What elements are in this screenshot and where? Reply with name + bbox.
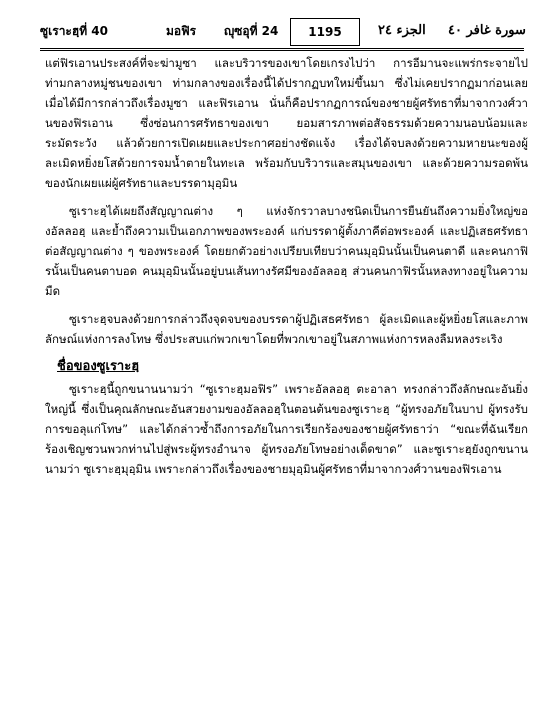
arabic-surah-label: سورة غافر ٤٠ (448, 23, 526, 38)
paragraph: แต่ฟิรเอานประสงค์ที่จะฆ่ามูซา และบริวารของเขาโดยเกรงไปว่า การอีมานจะแพร่กระจายไปท่ามกลางหมู่ชนของเขา ท่ามกลางของเรื่องนี้ได้ปรากฏบทใหม่ขึ้นมา ซึ่งไม่เคยปรากฏมาก่อนเลยเมื่อได้มีการกล่าวถึงเรื่องมูซา และฟิรเอาน นั่นก็คือปรากฏการณ์ของชายผู้ศรัทธาที่มาจากวงศ์วานของฟิรเอาน ซึ่งซ่อนการศรัทธาของเขา ยอมสารภาพต่อสัจธรรมด้วยความนอบน้อมและระมัดระวัง แล้วด้วยการเปิดเผยและประกาศอย่างชัดแจ้ง เรื่องได้จบลงด้วยความหายนะของผู้ละเมิดหยิ่งยโสด้วยการจมน้ำตายในทะเล พร้อมกับบริวารและสมุนของเขา และด้วยความรอดพ้นของนักเผยแผ่ผู้ศรัทธาและบรรดามุอฺมิน (45, 56, 528, 190)
paragraph: ซูเราะฮฺจบลงด้วยการกล่าวถึงจุดจบของบรรดาผู้ปฏิเสธศรัทธา ผู้ละเมิดและผู้หยิ่งยโสและภาพลักษณ์แห่งการลงโทษ ซึ่งประสบแก่พวกเขาโดยที่พวกเขาอยู่ในสภาพแห่งการหลงลืมหลงระเริง (45, 312, 528, 346)
page-number: 1195 (290, 18, 360, 46)
surah-number-label: ซูเราะฮฺที่ 40 (40, 24, 108, 38)
page-body (45, 53, 528, 487)
arabic-juz-label: الجزء ٢٤ (378, 23, 426, 38)
page-header (40, 14, 524, 51)
section-heading: ชื่อของซูเราะฮฺ (57, 359, 140, 374)
paragraph: ซูเราะฮฺนี้ถูกขนานนามว่า “ซูเราะฮฺมอฟิร” เพราะอัลลอฮฺ ตะอาลา ทรงกล่าวถึงลักษณะอันยิ่งใหญ่นี้ ซึ่งเป็นคุณลักษณะอันสวยงามของอัลลอฮฺในตอนต้นของซูเราะฮฺ “ผู้ทรงอภัยในบาป ผู้ทรงรับการขอลุแก่โทษ” และได้กล่าวซ้ำถึงการอภัยในการเรียกร้องของชายผู้ศรัทธาว่า “ขณะที่ฉันเรียกร้องเชิญชวนพวกท่านไปสู่พระผู้ทรงอำนาจ ผู้ทรงอภัยโทษอย่างเด็ดขาด” และซูเราะฮฺยังถูกขนานนามว่า ซูเราะฮฺมุอฺมิน เพราะกล่าวถึงเรื่องของชายมุอฺมินผู้ศรัทธาที่มาจากวงศ์วานของฟิรเอาน (45, 382, 528, 476)
paragraph: ซูเราะฮฺได้เผยถึงสัญญาณต่าง ๆ แห่งจักรวาลบางชนิดเป็นการยืนยันถึงความยิ่งใหญ่ของอัลลอฮฺ และย้ำถึงความเป็นเอกภาพของพระองค์ แก่บรรดาผู้ตั้งภาคีต่อพระองค์ และปฏิเสธศรัทธาต่อสัญญาณต่าง ๆ ของพระองค์ โดยยกตัวอย่างเปรียบเทียบว่าคนมุอฺมินนั้นเป็นคนตาดี และคนกาฟิรนั้นเป็นคนตาบอด คนมุอฺมินนั้นอยู่บนเส้นทางรัศมีของอัลลอฮฺ ส่วนคนกาฟิรนั้นหลงทางอยู่ในความมืด (45, 204, 528, 298)
juz-label: ญุซอุที่ 24 (224, 24, 279, 38)
surah-title: มอฟิร (166, 24, 197, 38)
